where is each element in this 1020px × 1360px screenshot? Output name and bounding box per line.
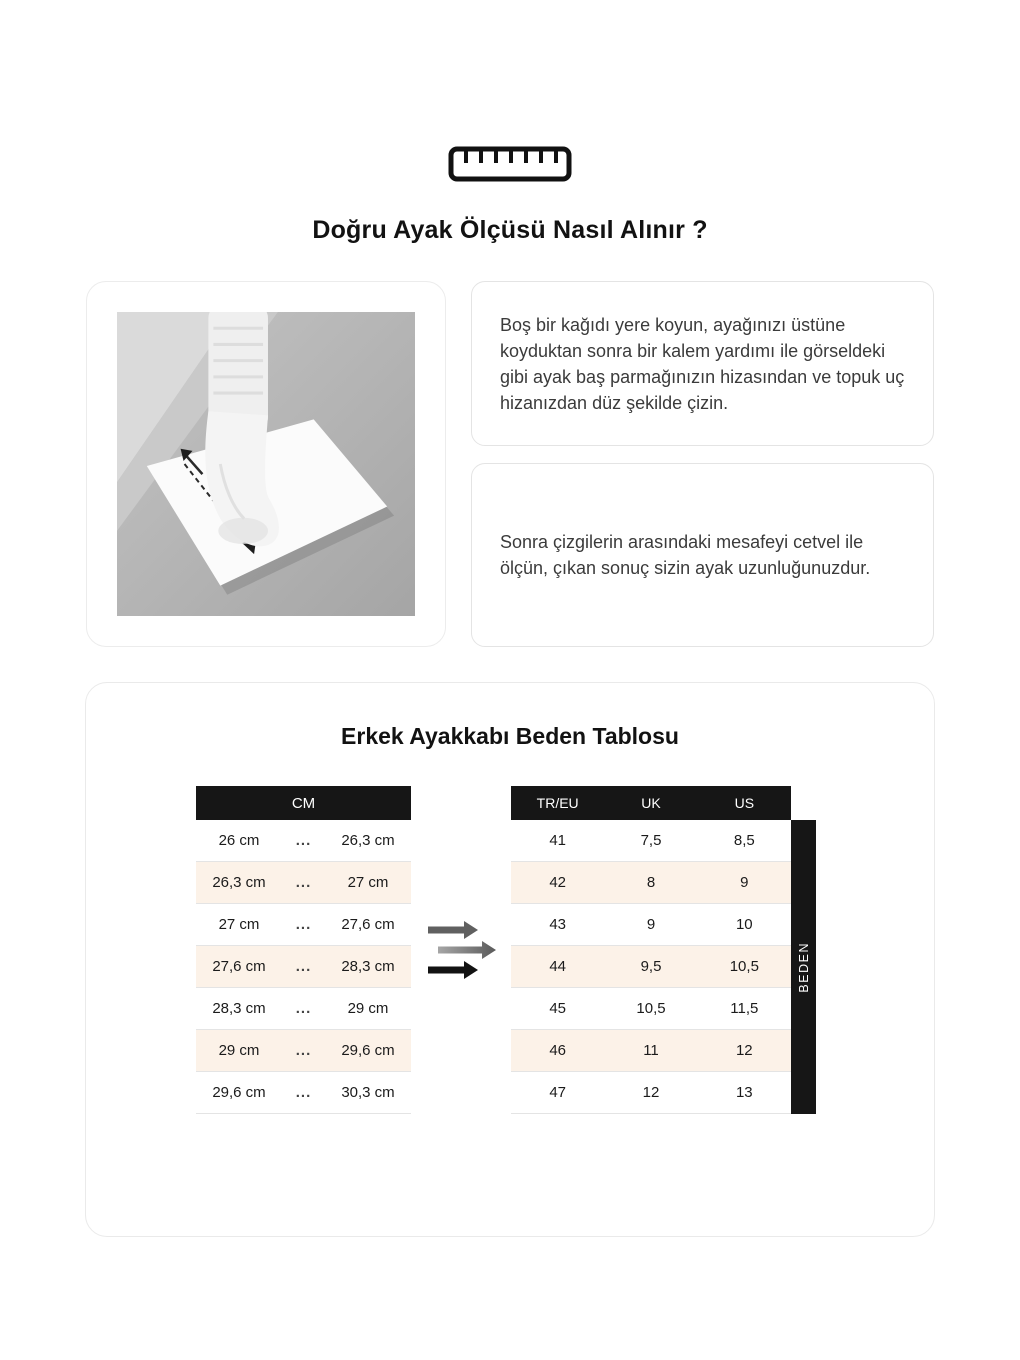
instruction-step-1 — [471, 281, 934, 446]
size-table-row — [511, 1072, 791, 1114]
cm-to-value: 27 cm — [347, 874, 389, 891]
size-value: 7,5 — [640, 832, 662, 849]
cm-separator: ... — [295, 958, 312, 975]
beden-axis-label: BEDEN — [796, 941, 811, 993]
size-value: 43 — [549, 916, 566, 933]
size-value: 10 — [735, 916, 753, 933]
size-table-row — [511, 904, 791, 946]
cm-from-value: 26 cm — [218, 832, 260, 849]
foot-measure-photo-card — [86, 281, 446, 647]
size-value: 41 — [549, 832, 566, 849]
size-value: 44 — [549, 958, 566, 975]
ruler-icon — [0, 0, 1020, 182]
cm-to-value: 27,6 cm — [341, 916, 395, 933]
cm-from-value: 28,3 cm — [212, 1000, 266, 1017]
transfer-arrows-icon — [428, 919, 496, 981]
cm-table-row — [196, 820, 411, 862]
size-table — [511, 786, 791, 1114]
size-table-row — [511, 862, 791, 904]
size-column-header: TR/EU — [536, 795, 579, 811]
size-column-header: UK — [641, 795, 661, 811]
size-value: 9,5 — [640, 958, 662, 975]
foot-on-paper-illustration — [117, 312, 415, 616]
size-value: 47 — [549, 1084, 566, 1101]
transfer-arrows-svg — [428, 919, 496, 981]
size-chart-title: Erkek Ayakkabı Beden Tablosu — [341, 723, 679, 749]
cm-separator: ... — [295, 1084, 312, 1101]
cm-table-row — [196, 1072, 411, 1114]
size-value: 10,5 — [636, 1000, 666, 1017]
cm-table-row — [196, 946, 411, 988]
cm-to-value: 29 cm — [347, 1000, 389, 1017]
cm-table-row — [196, 904, 411, 946]
cm-to-value: 28,3 cm — [341, 958, 395, 975]
size-table-row — [511, 946, 791, 988]
size-chart-card — [85, 682, 935, 1237]
size-value: 46 — [549, 1042, 566, 1059]
instruction-step-2-text: Sonra çizgilerin arasındaki mesafeyi cetvel ile ölçün, çıkan sonuç sizin ayak uzunluğunuzdur. — [500, 532, 871, 578]
cm-table-row — [196, 862, 411, 904]
size-value: 45 — [549, 1000, 566, 1017]
instruction-step-1-text: Boş bir kağıdı yere koyun, ayağınızı üstüne koyduktan sonra bir kalem yardımı ile görseldeki gibi ayak baş parmağınızın hizasından ve topuk uç hizanızdan düz şekilde çizin. — [500, 314, 905, 413]
cm-from-value: 27 cm — [218, 916, 260, 933]
cm-table-row — [196, 1030, 411, 1072]
instruction-steps — [471, 281, 934, 647]
size-tables — [86, 786, 934, 1114]
cm-separator: ... — [295, 832, 312, 849]
cm-to-value: 29,6 cm — [341, 1042, 395, 1059]
instruction-step-2 — [471, 463, 934, 647]
size-value: 13 — [735, 1084, 753, 1101]
ruler-icon-svg — [448, 146, 572, 182]
cm-table-body — [196, 820, 411, 1114]
cm-from-value: 27,6 cm — [212, 958, 266, 975]
cm-separator: ... — [295, 874, 312, 891]
cm-separator: ... — [295, 1042, 312, 1059]
cm-table-header: CM — [196, 786, 411, 820]
size-table-row — [511, 820, 791, 862]
size-table-row — [511, 1030, 791, 1072]
cm-to-value: 30,3 cm — [341, 1084, 395, 1101]
size-table-body — [511, 820, 791, 1114]
size-table-row — [511, 988, 791, 1030]
cm-table-row — [196, 988, 411, 1030]
howto-section — [86, 281, 934, 647]
size-table-wrap — [511, 786, 816, 1114]
size-value: 11,5 — [730, 1000, 759, 1017]
cm-separator: ... — [295, 1000, 312, 1017]
size-value: 12 — [735, 1042, 753, 1059]
size-column-header: US — [734, 795, 755, 811]
size-value: 9 — [740, 874, 749, 891]
size-value: 9 — [646, 916, 656, 933]
size-value: 11 — [643, 1042, 659, 1059]
cm-from-value: 29 cm — [218, 1042, 260, 1059]
cm-from-value: 29,6 cm — [212, 1084, 266, 1101]
page-title: Doğru Ayak Ölçüsü Nasıl Alınır ? — [312, 216, 708, 244]
cm-from-value: 26,3 cm — [212, 874, 266, 891]
cm-to-value: 26,3 cm — [341, 832, 395, 849]
size-value: 12 — [642, 1084, 660, 1101]
beden-axis-bar — [791, 820, 816, 1114]
size-value: 8,5 — [733, 832, 755, 849]
cm-separator: ... — [295, 916, 312, 933]
size-table-header — [511, 786, 791, 820]
size-value: 42 — [549, 874, 566, 891]
size-value: 10,5 — [729, 958, 759, 975]
cm-table — [196, 786, 411, 1114]
size-value: 8 — [646, 874, 656, 891]
